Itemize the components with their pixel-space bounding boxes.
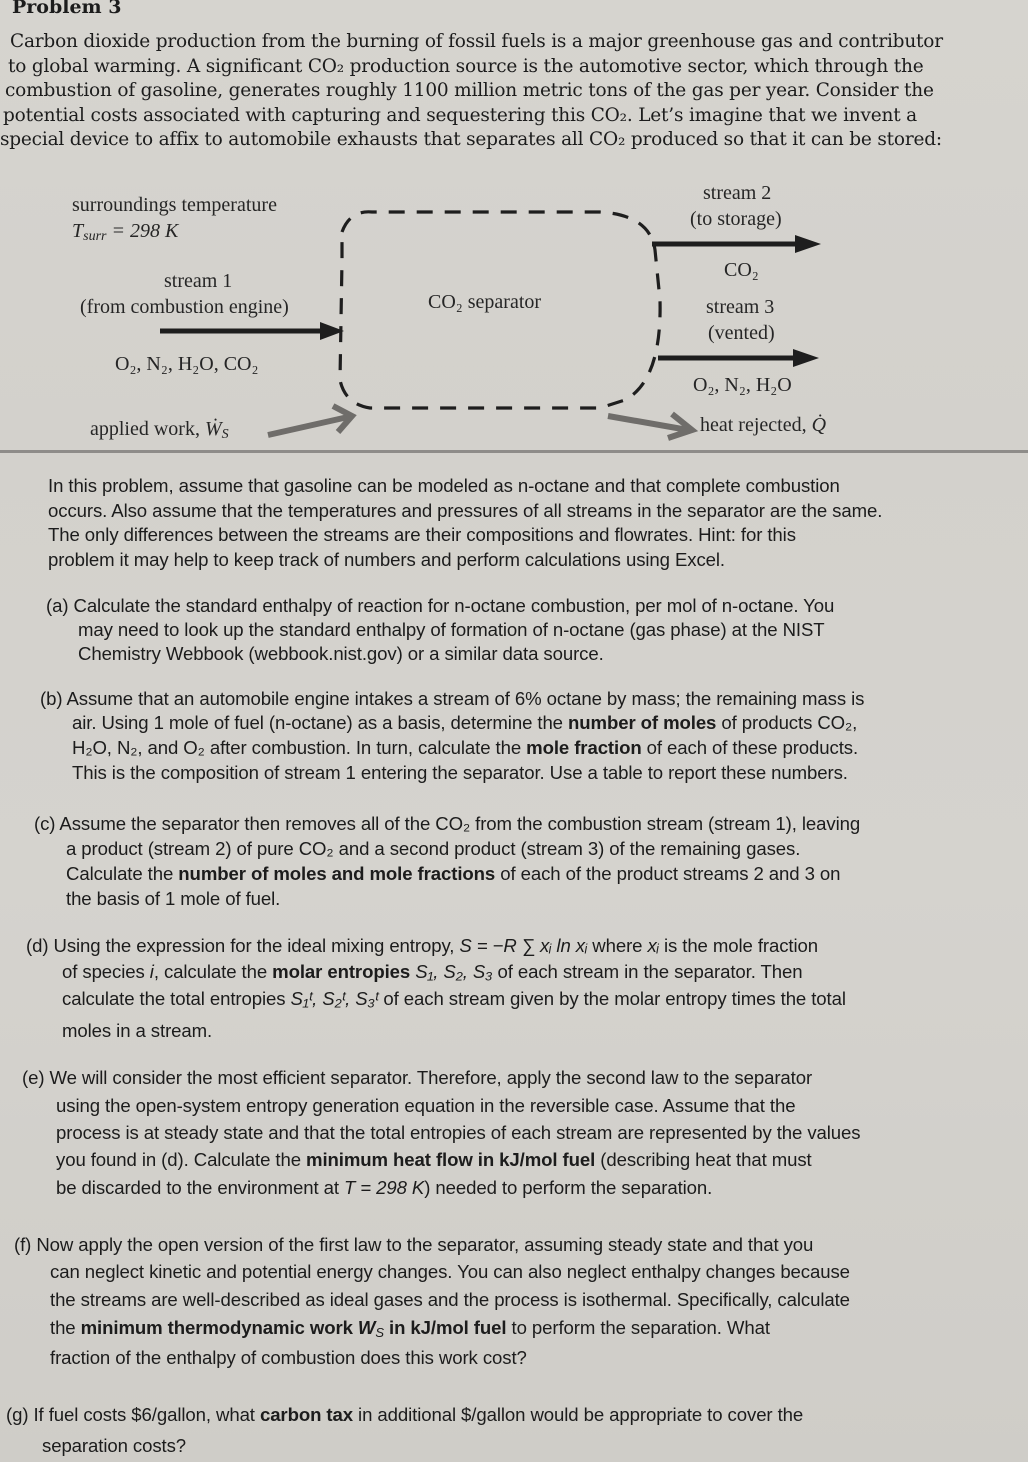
text: of each stream in the separator. Then <box>492 961 803 982</box>
part-f-line: the streams are well-described as ideal gases and the process is isothermal. Specifically, calculate <box>50 1289 850 1310</box>
text: (describing heat that must <box>595 1149 812 1170</box>
text: (d) Using the expression for the ideal mixing entropy, <box>26 935 460 956</box>
heat-symbol: Q̇ <box>811 414 827 436</box>
heat-rejected-label <box>700 414 826 437</box>
stream2-label: stream 2 <box>703 182 772 204</box>
separator-label: CO₂ separator <box>428 291 542 313</box>
intro-line: Carbon dioxide production from the burning of fossil fuels is a major greenhouse gas and contributor <box>10 31 943 52</box>
applied-work-label <box>90 418 229 441</box>
text: to perform the separation. What <box>506 1317 770 1338</box>
part-e-line: process is at steady state and that the total entropies of each stream are represented by the values <box>56 1122 861 1143</box>
heat-text: heat rejected, <box>700 414 812 436</box>
part-g-line <box>6 1401 803 1428</box>
work-text: applied work, <box>90 418 205 440</box>
problem-title: Problem 3 <box>12 0 122 18</box>
molar-entropy-symbols: S₁, S₂, S₃ <box>410 961 493 982</box>
part-d-line <box>62 958 802 985</box>
part-e-line: using the open-system entropy generation equation in the reversible case. Assume that the <box>56 1095 796 1116</box>
stream3-components: O₂, N₂, H₂O <box>693 374 792 396</box>
part-b-line: This is the composition of stream 1 entering the separator. Use a table to report these numbers. <box>72 762 848 783</box>
assumption-line: The only differences between the streams are their compositions and flowrates. Hint: for this <box>48 524 796 545</box>
intro-line: potential costs associated with capturing and sequestering this CO₂. Let’s imagine that we invent a <box>3 105 917 126</box>
part-d-line: moles in a stream. <box>62 1020 213 1041</box>
text: of species <box>62 961 150 982</box>
text: of each stream given by the molar entropy times the total <box>378 988 846 1009</box>
stream3-description: (vented) <box>708 322 775 344</box>
emphasis: number of moles <box>568 712 717 733</box>
emphasis: in kJ/mol fuel <box>383 1317 507 1338</box>
mixing-entropy-equation: S = −R ∑ xᵢ ln xᵢ <box>459 935 588 956</box>
text: ) needed to perform the separation. <box>424 1177 713 1198</box>
text: of each of these products. <box>641 737 859 758</box>
part-a-line: (a) Calculate the standard enthalpy of reaction for n-octane combustion, per mol of n-octane. You <box>46 595 835 616</box>
text: H₂O, N₂, and O₂ after combustion. In turn, calculate the <box>72 737 527 758</box>
temperature-equation: T = 298 K <box>343 1177 425 1198</box>
stream1-description: (from combustion engine) <box>80 296 289 318</box>
part-b-line: (b) Assume that an automobile engine intakes a stream of 6% octane by mass; the remaining mass is <box>40 688 865 709</box>
part-c-line: the basis of 1 mole of fuel. <box>66 888 281 909</box>
part-f-line: fraction of the enthalpy of combustion does this work cost? <box>50 1347 527 1368</box>
text: , calculate the <box>153 961 273 982</box>
part-e-line: (e) We will consider the most efficient separator. Therefore, apply the second law to the separator <box>22 1067 813 1088</box>
part-d-line <box>62 985 846 1012</box>
text: of each of the product streams 2 and 3 on <box>495 863 841 884</box>
text: where <box>587 935 648 956</box>
emphasis: minimum heat flow in kJ/mol fuel <box>306 1149 596 1170</box>
stream1-components: O₂, N₂, H₂O, CO₂ <box>115 353 259 375</box>
variable: xᵢ <box>647 935 659 956</box>
part-c-line: a product (stream 2) of pure CO₂ and a second product (stream 3) of the remaining gases. <box>66 838 801 859</box>
surroundings-label: surroundings temperature <box>72 194 277 216</box>
emphasis: number of moles and mole fractions <box>178 863 496 884</box>
text: the <box>50 1317 81 1338</box>
part-c-line: (c) Assume the separator then removes all of the CO₂ from the combustion stream (stream 1), leaving <box>34 813 861 834</box>
part-c-line <box>66 860 840 887</box>
part-a-line: may need to look up the standard enthalpy of formation of n-octane (gas phase) at the NIST <box>78 619 825 640</box>
part-d-line <box>26 932 818 959</box>
stream2-components: CO₂ <box>724 259 759 281</box>
tsurr-symbol: T <box>72 220 84 242</box>
stream3-label: stream 3 <box>706 296 775 318</box>
text: of products CO₂, <box>716 712 858 733</box>
text: Calculate the <box>66 863 179 884</box>
tsurr-equation <box>72 220 178 243</box>
text: be discarded to the environment at <box>56 1177 344 1198</box>
part-f-line: can neglect kinetic and potential energy changes. You can also neglect enthalpy changes because <box>50 1261 850 1282</box>
part-e-line <box>56 1146 812 1173</box>
part-g-line: separation costs? <box>42 1435 187 1456</box>
part-e-line <box>56 1174 712 1201</box>
variable: i <box>149 961 154 982</box>
work-subscript: S <box>375 1325 384 1340</box>
stream2-description: (to storage) <box>690 208 782 230</box>
tsurr-subscript: surr <box>83 229 107 244</box>
part-f-line <box>50 1314 770 1341</box>
text: (g) If fuel costs $6/gallon, what <box>6 1404 260 1425</box>
emphasis: molar entropies <box>272 961 411 982</box>
part-b-line <box>72 734 858 761</box>
assumption-line: problem it may help to keep track of numbers and perform calculations using Excel. <box>48 549 726 570</box>
intro-line: combustion of gasoline, generates roughly 1100 million metric tons of the gas per year. Consider the <box>5 80 934 101</box>
stream1-label: stream 1 <box>164 270 233 292</box>
text: in additional $/gallon would be appropriate to cover the <box>352 1404 804 1425</box>
intro-line: to global warming. A significant CO₂ production source is the automotive sector, which through the <box>8 56 924 77</box>
intro-line: special device to affix to automobile exhausts that separates all CO₂ produced so that it can be stored: <box>0 129 942 150</box>
assumption-line: occurs. Also assume that the temperatures and pressures of all streams in the separator are the same. <box>48 500 883 521</box>
text: calculate the total entropies <box>62 988 291 1009</box>
emphasis: minimum thermodynamic work <box>80 1317 358 1338</box>
total-entropy-symbols: S₁ᵗ, S₂ᵗ, S₃ᵗ <box>290 988 379 1009</box>
work-subscript: S <box>221 427 229 442</box>
assumption-line: In this problem, assume that gasoline can be modeled as n-octane and that complete combustion <box>48 475 840 496</box>
text: air. Using 1 mole of fuel (n-octane) as a basis, determine the <box>72 712 568 733</box>
emphasis: mole fraction <box>526 737 642 758</box>
part-b-line <box>72 709 857 736</box>
tsurr-value: = 298 K <box>106 220 179 242</box>
part-a-line: Chemistry Webbook (webbook.nist.gov) or a similar data source. <box>78 643 604 664</box>
text: you found in (d). Calculate the <box>56 1149 307 1170</box>
work-symbol: W <box>357 1317 376 1338</box>
text: is the mole fraction <box>658 935 819 956</box>
part-f-line: (f) Now apply the open version of the first law to the separator, assuming steady state and that you <box>14 1234 814 1255</box>
emphasis: carbon tax <box>259 1404 353 1425</box>
section-divider <box>0 450 1028 453</box>
work-symbol: Ẇ <box>204 418 222 440</box>
